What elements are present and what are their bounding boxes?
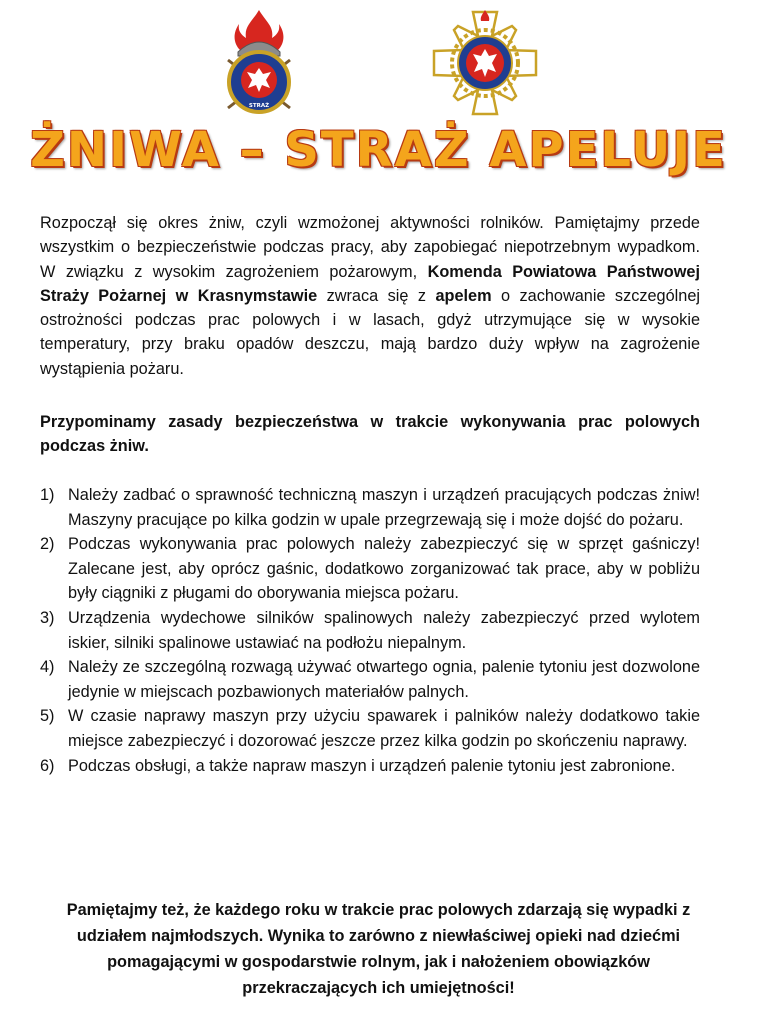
intro-text-3: o zachowanie szczególnej ostrożności podczas prac polowych i w lasach, gdyż utrzymujące się w wysokie temperatury, przy braku opadów deszczu, mają bardzo duży wpływ na zagrożenie wystąpienia pożaru. [40, 286, 701, 378]
intro-text-1: Rozpoczął się okres żniw, czyli wzmożonej aktywności rolników. Pamiętajmy przede wszystkim o bezpieczeństwie podczas pracy, aby zapobiegać niepotrzebnym wypadkom. W związku z wysokim zagrożeniem pożarowym, [40, 214, 700, 281]
list-item-number: 4) [40, 658, 55, 677]
list-item [40, 754, 700, 779]
list-item-text: Należy ze szczególną rozwagą używać otwartego ognia, palenie tytoniu jest dozwolone jedynie w miejscach pozbawionych materiałów palnych. [68, 658, 700, 701]
intro-appeal: apelem [435, 286, 492, 305]
intro-text-2: zwraca się z [317, 286, 436, 305]
list-item [40, 532, 700, 606]
safety-rules-list [40, 483, 700, 778]
list-item-text: Urządzenia wydechowe silników spalinowych należy zabezpieczyć przed wylotem iskier, silniki spalinowe ustawiać na podłożu niepalnym. [68, 608, 700, 652]
list-item-number: 2) [40, 535, 55, 554]
page-title: ŻNIWA – STRAŻ APELUJE [30, 122, 727, 178]
list-item-number: 3) [40, 608, 55, 627]
list-item-text: Podczas obsługi, a także napraw maszyn i urządzeń palenie tytoniu jest zabronione. [68, 756, 676, 775]
reminder-heading: Przypominamy zasady bezpieczeństwa w trakcie wykonywania prac polowych podczas żniw. [40, 413, 700, 456]
list-item-number: 5) [40, 707, 55, 726]
list-item-number: 6) [40, 756, 55, 775]
list-item-text: W czasie naprawy maszyn przy użyciu spawarek i palników należy dodatkowo takie miejsce zabezpieczyć i dozorować jeszcze przez kilka godzin po skończeniu naprawy. [68, 707, 700, 750]
fire-service-emblem-icon [214, 8, 304, 118]
list-item [40, 655, 700, 704]
list-item [40, 483, 700, 532]
list-item [40, 704, 700, 753]
svg-text:STRAŻ: STRAŻ [248, 103, 270, 109]
list-item-text: Należy zadbać o sprawność techniczną maszyn i urządzeń pracujących podczas żniw! Maszyny pracujące po kilka godzin w upale przegrzewają się i może dojść do pożaru. [68, 486, 700, 529]
fire-service-cross-badge-icon [430, 8, 540, 118]
closing-appeal: Pamiętajmy też, że każdego roku w trakcie prac polowych zdarzają się wypadki z udziałem najmłodszych. Wynika to zarówno z niewłaściwej opieki nad dziećmi pomagającymi w gospodarstwie rolnym, jak i nałożeniem obowiązków przekraczających ich umiejętności! [66, 901, 691, 997]
logo-row [0, 8, 757, 118]
list-item-number: 1) [40, 486, 55, 504]
intro-org-name: Komenda Powiatowa Państwowej Straży Pożarnej w Krasnymstawie [40, 262, 700, 305]
list-item-text: Podczas wykonywania prac polowych należy zabezpieczyć się w sprzęt gaśniczy! Zalecane jest, aby oprócz gaśnic, dodatkowo zorganizować tak prace, aby w pobliżu były ciągniki z pługami do oborywania miejsca pożaru. [68, 535, 700, 603]
intro-paragraph [40, 211, 700, 381]
list-item [40, 606, 700, 655]
